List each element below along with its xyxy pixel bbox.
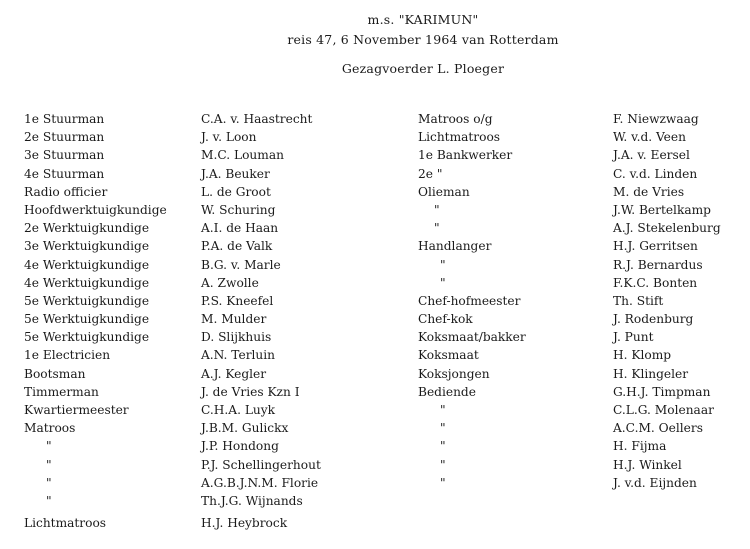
rank-entry: 3e Werktuigkundige (24, 239, 150, 254)
name-entry: B.G. v. Marle (201, 257, 281, 272)
name-entry: W. v.d. Veen (613, 130, 686, 145)
rank-entry: Timmerman (24, 384, 99, 399)
name-entry: H. Fijma (613, 439, 667, 454)
name-entry: J.W. Bertelkamp (613, 202, 711, 217)
name-entry: P.J. Schellingerhout (201, 457, 321, 472)
rank-entry: Matroos o/g (418, 112, 493, 126)
name-entry: J. v. Loon (201, 130, 257, 145)
rank-entry: Chef-kok (418, 312, 473, 327)
rank-entry: 4e Werktuigkundige (24, 275, 150, 290)
rank-entry: 4e Stuurman (24, 166, 105, 181)
ditto-mark: " (440, 275, 446, 290)
ditto-mark: " (440, 421, 446, 436)
rank-entry: Kwartiermeester (24, 403, 129, 417)
voyage-line: reis 47, 6 November 1964 van Rotterdam (287, 32, 559, 47)
name-entry: F. Niewzwaag (613, 112, 699, 126)
name-entry: A. Zwolle (201, 275, 259, 290)
right-ranks-column (418, 110, 526, 492)
name-entry: H.J. Winkel (613, 457, 682, 472)
rank-entry: 2e " (418, 166, 443, 181)
name-entry: C.H.A. Luyk (201, 403, 276, 417)
name-entry: F.K.C. Bonten (613, 275, 698, 290)
name-entry: M.C. Louman (201, 148, 284, 163)
name-entry: J. v.d. Eijnden (613, 475, 697, 490)
name-entry: J.A. Beuker (201, 166, 270, 181)
name-entry: H.J. Gerritsen (613, 239, 698, 254)
name-entry: A.I. de Haan (201, 221, 279, 236)
rank-entry: Koksmaat/bakker (418, 330, 526, 345)
rank-entry: 4e Werktuigkundige (24, 257, 150, 272)
name-entry: J. de Vries Kzn I (201, 384, 300, 399)
name-entry: A.N. Terluin (201, 348, 276, 363)
name-entry: H. Klingeler (613, 366, 689, 381)
name-entry: H. Klomp (613, 348, 672, 363)
name-entry: A.J. Kegler (201, 366, 267, 381)
rank-entry: 5e Werktuigkundige (24, 330, 150, 345)
ditto-mark: " (46, 493, 52, 508)
rank-entry: Koksjongen (418, 366, 490, 381)
rank-entry: 5e Werktuigkundige (24, 312, 150, 327)
name-entry: A.C.M. Oellers (613, 421, 703, 436)
rank-entry: 2e Stuurman (24, 130, 105, 145)
name-entry: P.S. Kneefel (201, 293, 274, 308)
rank-entry: Chef-hofmeester (418, 293, 521, 308)
rank-entry: Olieman (418, 184, 470, 199)
ditto-mark: " (434, 202, 440, 217)
name-entry: C. v.d. Linden (613, 166, 698, 181)
name-entry: Th.J.G. Wijnands (201, 493, 303, 508)
rank-entry: Handlanger (418, 239, 492, 254)
name-entry: M. Mulder (201, 312, 267, 327)
rank-entry: 1e Stuurman (24, 112, 105, 126)
last-name-entry: H.J. Heybrock (201, 516, 288, 530)
name-entry: G.H.J. Timpman (613, 384, 711, 399)
rank-entry: 3e Stuurman (24, 148, 105, 163)
name-entry: A.G.B.J.N.M. Florie (201, 475, 319, 490)
rank-entry: Radio officier (24, 184, 108, 199)
ditto-mark: " (46, 439, 52, 454)
left-names-column (201, 110, 321, 510)
rank-entry: Matroos (24, 421, 76, 436)
rank-entry: Koksmaat (418, 348, 479, 363)
name-entry: R.J. Bernardus (613, 257, 703, 272)
rank-entry: Bootsman (24, 366, 86, 381)
ditto-mark: " (440, 439, 446, 454)
right-names-column (613, 110, 721, 492)
rank-entry: 1e Bankwerker (418, 148, 513, 163)
name-entry: D. Slijkhuis (201, 330, 272, 345)
name-entry: J.B.M. Gulickx (201, 421, 289, 436)
name-entry: J. Punt (613, 330, 654, 345)
name-entry: A.J. Stekelenburg (613, 221, 721, 236)
ditto-mark: " (46, 475, 52, 490)
ditto-mark: " (434, 221, 440, 236)
rank-entry: 5e Werktuigkundige (24, 293, 150, 308)
rank-entry: 2e Werktuigkundige (24, 221, 150, 236)
name-entry: J.A. v. Eersel (613, 148, 690, 163)
rank-entry: 1e Electricien (24, 348, 111, 363)
ditto-mark: " (440, 257, 446, 272)
captain-line: Gezagvoerder L. Ploeger (341, 61, 505, 76)
rank-entry: Lichtmatroos (418, 130, 501, 145)
name-entry: W. Schuring (201, 202, 276, 217)
name-entry: C.A. v. Haastrecht (201, 112, 313, 126)
name-entry: J.P. Hondong (201, 439, 279, 454)
rank-entry: Hoofdwerktuigkundige (24, 202, 167, 217)
name-entry: C.L.G. Molenaar (613, 403, 714, 417)
ditto-mark: " (440, 457, 446, 472)
ditto-mark: " (440, 403, 446, 417)
name-entry: P.A. de Valk (201, 239, 273, 254)
name-entry: M. de Vries (613, 184, 685, 199)
name-entry: J. Rodenburg (613, 312, 694, 327)
ship-name: m.s. "KARIMUN" (367, 12, 479, 27)
last-rank-entry: Lichtmatroos (24, 516, 107, 530)
name-entry: Th. Stift (613, 293, 664, 308)
ditto-mark: " (440, 475, 446, 490)
left-ranks-column (24, 110, 167, 510)
rank-entry: Bediende (418, 384, 476, 399)
ditto-mark: " (46, 457, 52, 472)
name-entry: L. de Groot (201, 184, 271, 199)
